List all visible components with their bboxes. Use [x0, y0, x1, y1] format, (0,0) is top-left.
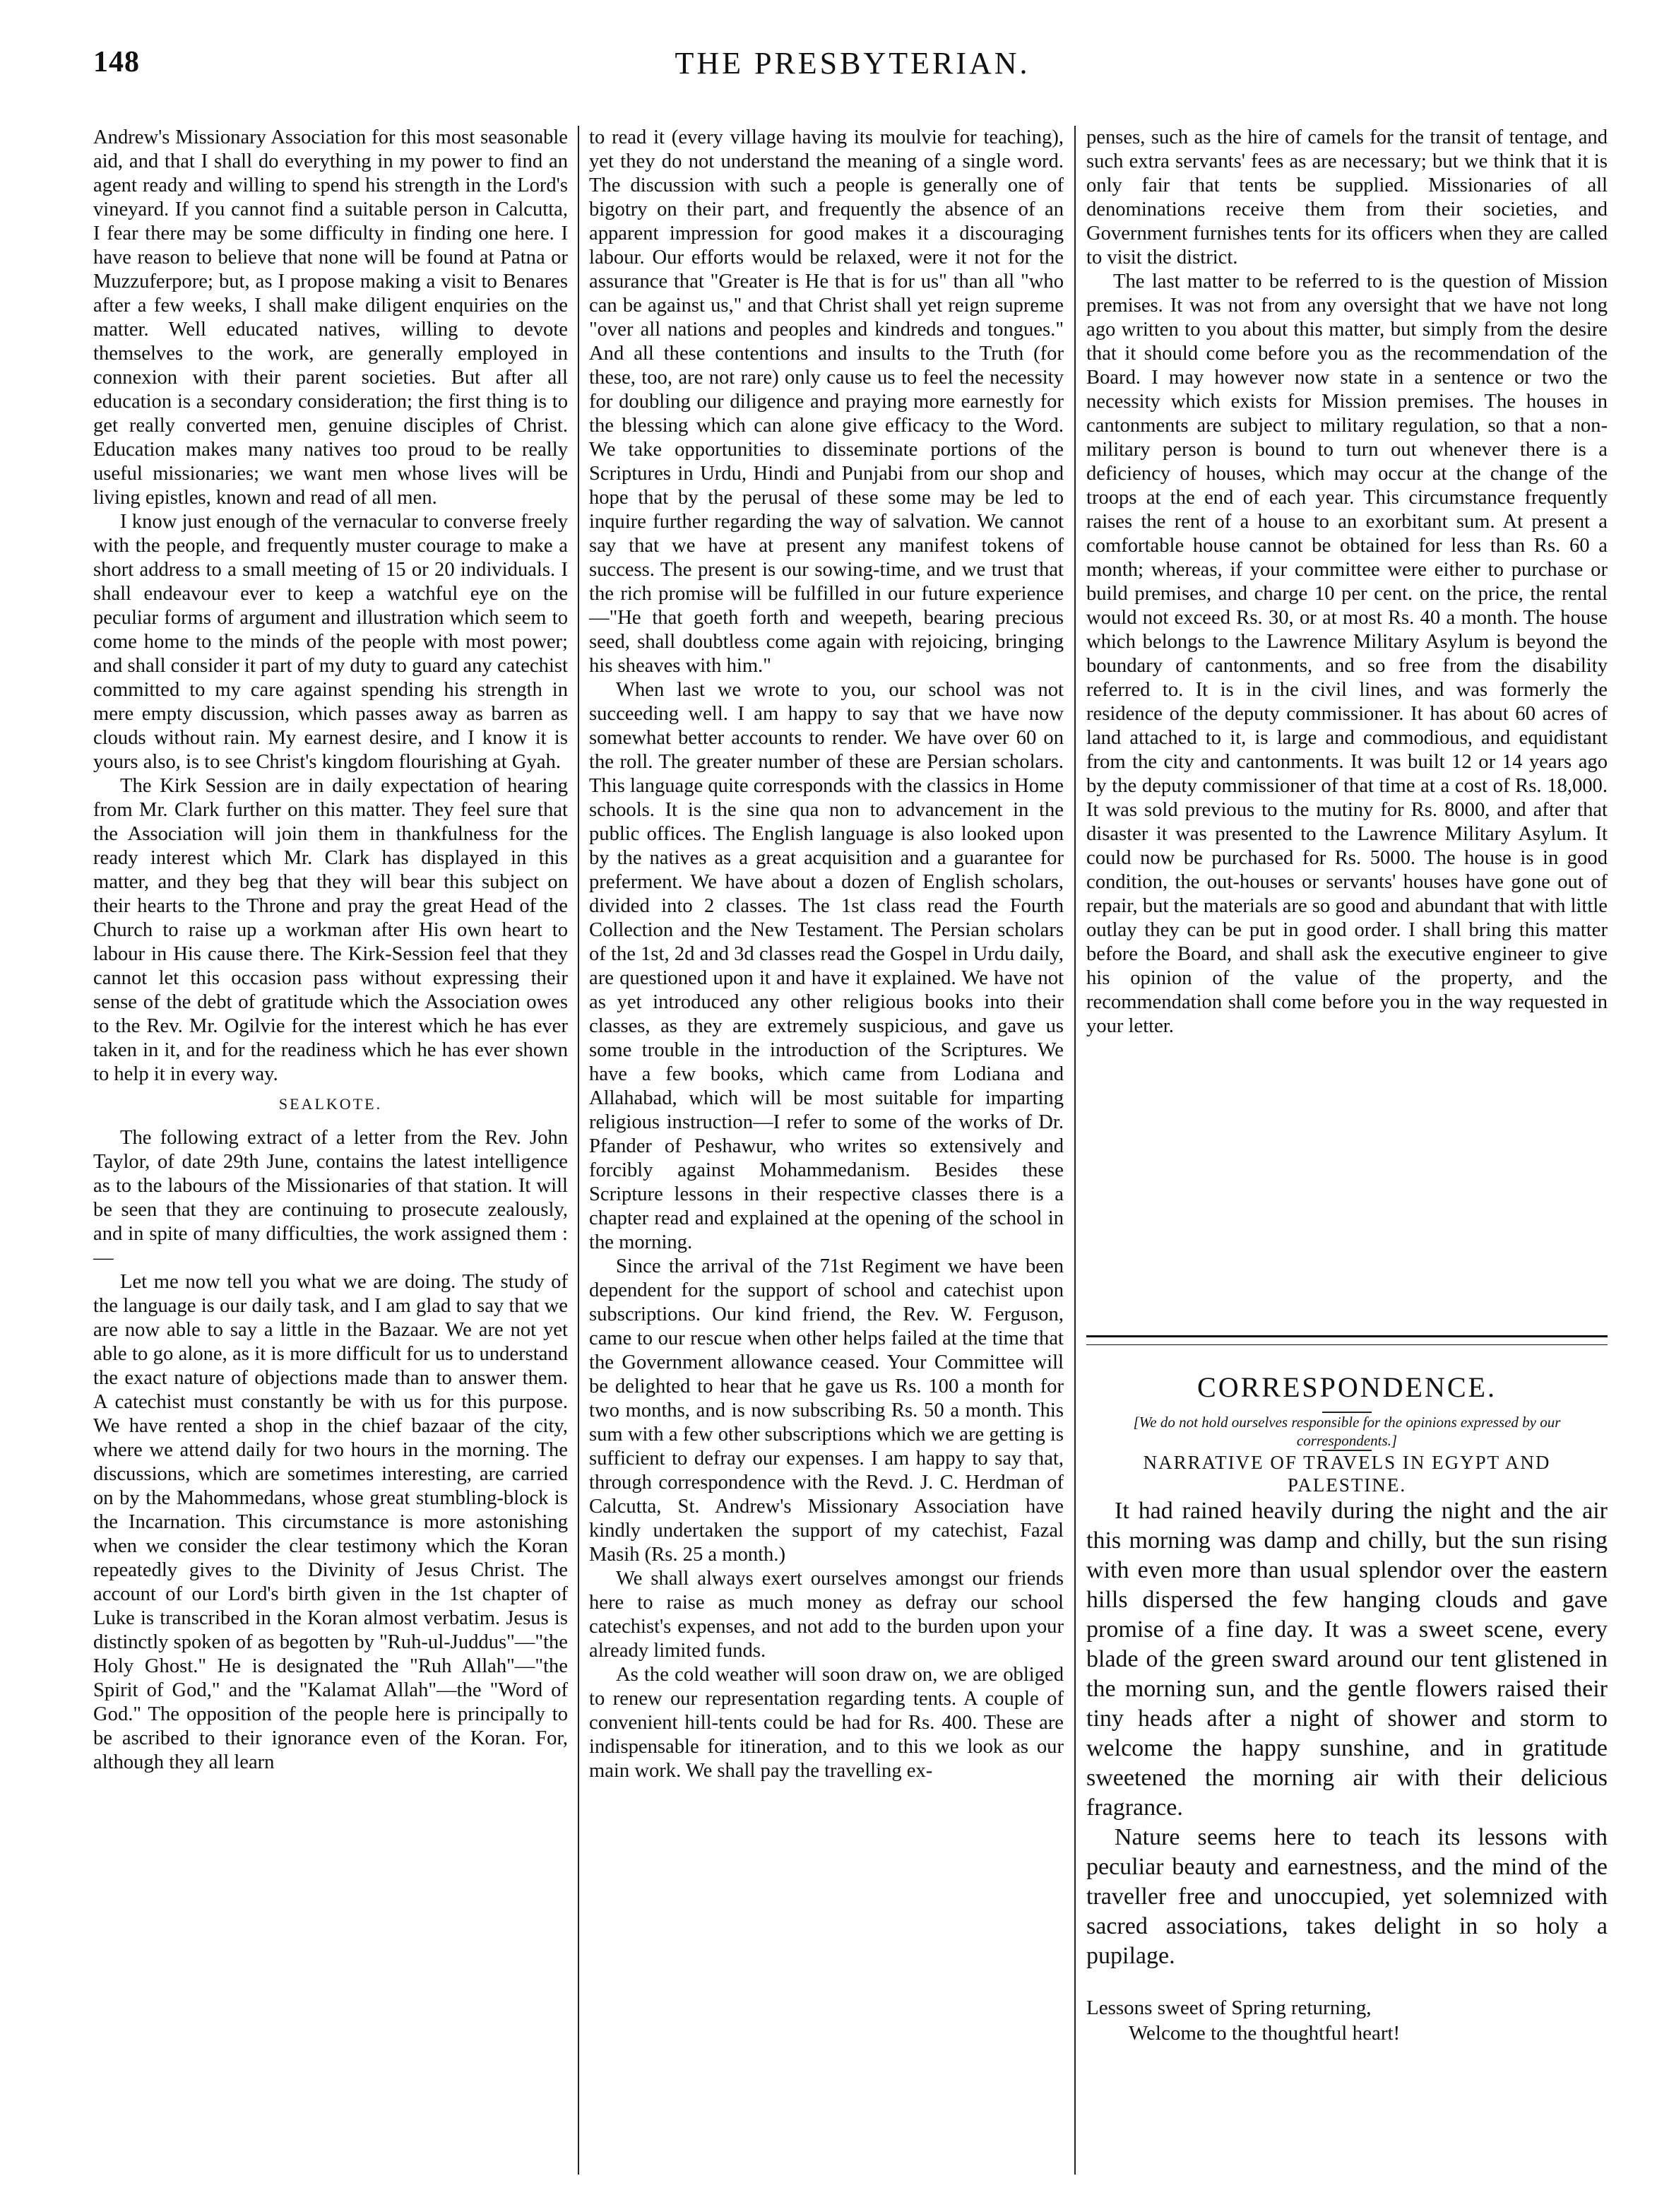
verse: [1086, 1995, 1608, 2046]
verse-line: Welcome to the thoughtful heart!: [1129, 2022, 1401, 2045]
paragraph: We shall always exert ourselves amongst our friends here to raise as much money as defray our school catechist's expenses, and not add to the burden upon your already limited funds.: [589, 1568, 1064, 1662]
paragraph: It had rained heavily during the night and the air this morning was damp and chilly, but the sun rising with even more than usual splendor over the eastern hills dispersed the few hanging clouds and gave promise of a fine day. It was a sweet scene, every blade of the green sward around our tent glistened in the morning sun, and the gentle flowers raised their tiny heads after a night of shower and storm to welcome the happy sunshine, and in gratitude sweetened the morning air with their delicious fragrance.: [1086, 1498, 1608, 1821]
article-title: NARRATIVE OF TRAVELS IN EGYPT AND PALESTINE.: [1143, 1452, 1551, 1496]
paragraph: As the cold weather will soon draw on, we are obliged to renew our representation regarding tents. A couple of convenient hill-tents could be had for Rs. 400. These are indispensable for itineration, and to this we look as our main work. We shall pay the travelling ex-: [589, 1664, 1064, 1782]
column-divider: [578, 126, 579, 2175]
paragraph: Andrew's Missionary Association for this most seasonable aid, and that I shall do everything in my power to find an agent ready and willing to spend his strength in the Lord's vineyard. If you cannot find a suitable person in Calcutta, I fear there may be some difficulty in finding one here. I have reason to believe that none will be found at Patna or Muzzuferpore; but, as I propose making a visit to Benares after a few weeks, I shall make diligent enquiries on the matter. Well educated natives, willing to devote themselves to the work, are generally employed in connexion with their parent societies. But after all education is a secondary consideration; the first thing is to get really converted men, genuine disciples of Christ. Education makes many natives too proud to be really useful missionaries; we want men whose lives will be living epistles, known and read of all men.: [93, 126, 568, 509]
correspondence-title: CORRESPONDENCE.: [1197, 1371, 1497, 1403]
verse-line: Lessons sweet of Spring returning,: [1086, 1997, 1372, 2019]
page-header: [93, 45, 1612, 102]
paragraph: Nature seems here to teach its lessons with peculiar beauty and earnestness, and the mind of the traveller free and unoccupied, yet solemnized with sacred associations, takes delight in so holy a pupilage.: [1086, 1824, 1608, 1969]
paragraph: Let me now tell you what we are doing. The study of the language is our daily task, and I am glad to say that we are now able to say a little in the Bazaar. We are not yet able to go alone, as it is more difficult for us to understand the exact nature of objections made than to answer them. A catechist must constantly be with us for this purpose. We have rented a shop in the chief bazaar of the city, where we attend daily for two hours in the morning. The discussions, which are sometimes interesting, are carried on by the Mahommedans, whose great stumbling-block is the Incarnation. This circumstance is more astonishing when we consider the clear testimony which the Koran repeatedly gives to the Divinity of Jesus Christ. The account of our Lord's birth given in the 1st chapter of Luke is transcribed in the Koran almost verbatim. Jesus is distinctly spoken of as begotten by "Ruh-ul-Juddus"—"the Holy Ghost." He is designated the "Ruh Allah"—"the Spirit of God," and the "Kalamat Allah"—the "Word of God." The opposition of the people here is principally to be ascribed to their ignorance even of the Koran. For, although they all learn: [93, 1271, 568, 1773]
paragraph: The Kirk Session are in daily expectation of hearing from Mr. Clark further on this matter. They feel sure that the Association will join them in thankfulness for the ready interest which Mr. Clark has displayed in this matter, and they beg that they will bear this subject on their hearts to the Throne and pray the great Head of the Church to raise up a workman after His own heart to labour in His cause there. The Kirk-Session feel that they cannot let this occasion pass without expressing their sense of the debt of gratitude which the Association owes to the Rev. Mr. Ogilvie for the interest which he has ever taken in it, and for the readiness which he has ever shown to help it in every way.: [93, 775, 568, 1085]
section-divider: [1086, 1335, 1608, 1345]
paragraph: I know just enough of the vernacular to converse freely with the people, and frequently muster courage to make a short address to a small meeting of 15 or 20 individuals. I shall endeavour ever to keep a watchful eye on the peculiar forms of argument and illustration which seem to come home to the minds of the people with most power; and shall consider it part of my duty to guard any catechist committed to my care against spending his strength in mere empty discussion, which passes away as barren as clouds without rain. My earnest desire, and I know it is yours also, is to see Christ's kingdom flourishing at Gyah.: [93, 511, 568, 773]
paragraph: penses, such as the hire of camels for the transit of tentage, and such extra servants' fees as are necessary; but we think that it is only fair that tents be supplied. Missionaries of all denominations receive them from their societies, and Government furnishes tents for its officers when they are called to visit the district.: [1086, 126, 1608, 268]
paragraph: The last matter to be referred to is the question of Mission premises. It was not from any oversight that we have not long ago written to you about this matter, but simply from the desire that it should come before you as the recommendation of the Board. I may however now state in a sentence or two the necessity which exists for Mission premises. The houses in cantonments are subject to military regulation, so that a non-military person is bound to turn out whenever there is a deficiency of houses, which may occur at the change of the troops at the end of each year. This circumstance frequently raises the rent of a house to an exorbitant sum. At present a comfortable house cannot be obtained for less than Rs. 60 a month; whereas, if your committee were either to purchase or build premises, and charge 10 per cent. on the price, the rental would not exceed Rs. 30, or at most Rs. 40 a month. The house which belongs to the Lawrence Military Asylum is beyond the boundary of cantonments, and so free from the disability referred to. It is in the civil lines, and was formerly the residence of the deputy commissioner. It has about 60 acres of land attached to it, is large and commodious, and equidistant from the city and cantonments. It was built 12 or 14 years ago by the deputy commissioner of that time at a cost of Rs. 18,000. It was sold previous to the mutiny for Rs. 8000, and after that disaster it was presented to the Lawrence Military Asylum. It could now be purchased for Rs. 5000. The house is in good condition, the out-houses or servants' houses have gone out of repair, but the materials are so good and abundant that with little outlay they can be put in good order. I shall bring this matter before the Board, and shall ask the executive engineer to give his opinion of the value of the property, and the recommendation shall come before you in the way requested in your letter.: [1086, 271, 1608, 1037]
column-3: [1086, 126, 1608, 1327]
paragraph: to read it (every village having its moulvie for teaching), yet they do not understand the meaning of a single word. The discussion with such a people is generally one of bigotry on their part, and frequently the absence of an apparent impression for good makes it a discouraging labour. Our efforts would be relaxed, were it not for the assurance that "Greater is He that is for us" than all "who can be against us," and that Christ shall yet reign supreme "over all nations and peoples and kindreds and tongues." And all these contentions and insults to the Truth (for these, too, are not rare) only cause us to feel the necessity for doubling our diligence and praying more earnestly for the blessing which can alone give efficacy to the Word. We take opportunities to disseminate portions of the Scriptures in Urdu, Hindi and Punjabi from our shop and hope that by the perusal of these some may be led to inquire further regarding the way of salvation. We cannot say that we have at present any manifest tokens of success. The present is our sowing-time, and we trust that the rich promise will be fulfilled in our future experience—"He that goeth forth and weepeth, bearing precious seed, shall doubtless come again with rejoicing, bringing his sheaves with him.": [589, 126, 1064, 677]
correspondence-section: [1086, 1355, 1608, 2046]
running-title: THE PRESBYTERIAN.: [675, 46, 1031, 81]
column-2: [589, 126, 1064, 2175]
column-1: [93, 126, 568, 2175]
section-heading: SEALKOTE.: [278, 1095, 383, 1113]
paragraph: When last we wrote to you, our school was not succeeding well. I am happy to say that we have now somewhat better accounts to render. We have over 60 on the roll. The greater number of these are Persian scholars. This language quite corresponds with the classics in Home schools. It is the sine qua non to advancement in the public offices. The English language is also looked upon by the natives as a great acquisition and a guarantee for preferment. We have about a dozen of English scholars, divided into 2 classes. The 1st class read the Fourth Collection and the New Testament. The Persian scholars of the 1st, 2d and 3d classes read the Gospel in Urdu daily, are questioned upon it and have it explained. We have not as yet introduced any other religious books into their classes, as they are extremely suspicious, and gave us some trouble in the introduction of the Scriptures. We have a few books, which came from Lodiana and Allahabad, which will be most suitable for imparting religious instruction—I refer to some of the works of Dr. Pfander of Peshawur, who writes so extensively and forcibly against Mohammedanism. Besides these Scripture lessons in their respective classes there is a chapter read and explained at the opening of the school in the morning.: [589, 679, 1064, 1253]
disclaimer: [We do not hold ourselves responsible for the opinions expressed by our correspondents.]: [1133, 1414, 1561, 1449]
paragraph: Since the arrival of the 71st Regiment we have been dependent for the support of school and catechist upon subscriptions. Our kind friend, the Rev. W. Ferguson, came to our rescue when other helps failed at the time that the Government allowance ceased. Your Committee will be delighted to hear that he gave us Rs. 100 a month for two months, and is now subscribing Rs. 50 a month. This sum with a few other subscriptions which we are getting is sufficient to defray our expenses. I am happy to say that, through correspondence with the Revd. J. C. Herdman of Calcutta, St. Andrew's Missionary Association have kindly undertaken the support of my catechist, Fazal Masih (Rs. 25 a month.): [589, 1255, 1064, 1566]
paragraph: The following extract of a letter from the Rev. John Taylor, of date 29th June, contains the latest intelligence as to the labours of the Missionaries of that station. It will be seen that they are continuing to prosecute zealously, and in spite of many difficulties, the work assigned them :—: [93, 1127, 568, 1269]
page-number: 148: [93, 46, 140, 78]
column-divider: [1074, 126, 1076, 2175]
